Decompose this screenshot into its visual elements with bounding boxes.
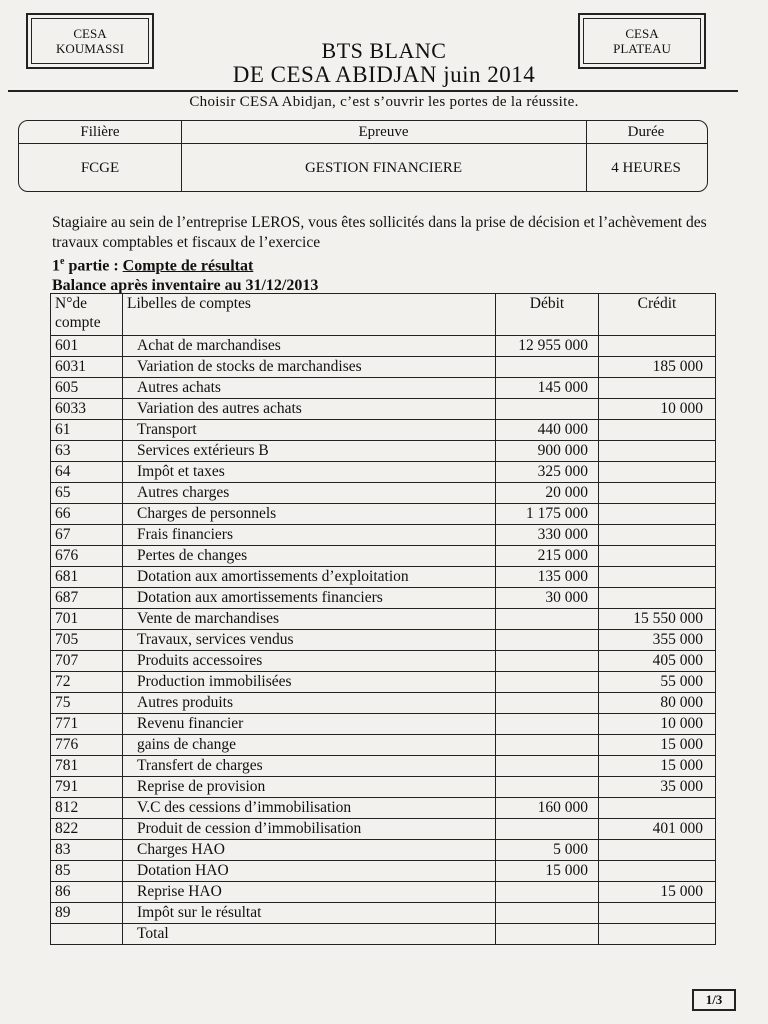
account-number-cell: 791 <box>51 777 123 798</box>
account-number-cell: 83 <box>51 840 123 861</box>
account-label-cell: Autres achats <box>123 378 496 399</box>
debit-cell: 1 175 000 <box>496 504 599 525</box>
page-title-line2: DE CESA ABIDJAN juin 2014 <box>232 62 536 87</box>
account-number-cell: 6031 <box>51 357 123 378</box>
column-header-credit: Crédit <box>599 294 716 336</box>
column-header-debit: Débit <box>496 294 599 336</box>
credit-cell: 185 000 <box>599 357 716 378</box>
account-number-cell: 605 <box>51 378 123 399</box>
logo-left-line1: CESA <box>73 26 107 41</box>
debit-cell <box>496 735 599 756</box>
table-row <box>51 903 716 924</box>
debit-cell: 160 000 <box>496 798 599 819</box>
account-label-cell: Total <box>123 924 496 945</box>
account-number-cell: 67 <box>51 525 123 546</box>
account-label-cell: Charges de personnels <box>123 504 496 525</box>
account-label-cell: Transport <box>123 420 496 441</box>
logo-left-line2: KOUMASSI <box>56 41 124 56</box>
table-row <box>51 651 716 672</box>
account-number-cell: 707 <box>51 651 123 672</box>
account-label-cell: Revenu financier <box>123 714 496 735</box>
credit-cell: 355 000 <box>599 630 716 651</box>
table-row <box>51 378 716 399</box>
debit-cell <box>496 882 599 903</box>
credit-cell <box>599 336 716 357</box>
exam-header-duree: Durée <box>627 124 665 140</box>
title-divider <box>8 90 738 92</box>
page-title-line1: BTS BLANC <box>321 38 447 63</box>
credit-cell <box>599 798 716 819</box>
debit-cell: 15 000 <box>496 861 599 882</box>
table-header-row <box>51 294 716 336</box>
account-label-cell: Frais financiers <box>123 525 496 546</box>
intro-paragraph: Stagiaire au sein de l’entreprise LEROS, vous êtes sollicités dans la prise de décision et l’achèvement des travaux comptables et fiscaux de l’exercice <box>52 214 707 251</box>
table-row <box>51 525 716 546</box>
account-number-cell: 601 <box>51 336 123 357</box>
account-label-cell: Services extérieurs B <box>123 441 496 462</box>
account-number-cell: 687 <box>51 588 123 609</box>
table-row <box>51 861 716 882</box>
exam-value-filiere: FCGE <box>80 160 120 176</box>
table-row <box>51 819 716 840</box>
table-row <box>51 735 716 756</box>
debit-cell <box>496 777 599 798</box>
part-title: Compte de résultat <box>122 257 254 275</box>
debit-cell <box>496 609 599 630</box>
account-label-cell: Charges HAO <box>123 840 496 861</box>
balance-title: Balance après inventaire au 31/12/2013 <box>52 277 319 294</box>
exam-value-epreuve: GESTION FINANCIERE <box>304 160 463 176</box>
account-label-cell: Transfert de charges <box>123 756 496 777</box>
table-row <box>51 336 716 357</box>
credit-cell <box>599 441 716 462</box>
credit-cell <box>599 525 716 546</box>
table-row <box>51 357 716 378</box>
account-number-cell: 72 <box>51 672 123 693</box>
credit-cell: 10 000 <box>599 714 716 735</box>
logo-right-line1: CESA <box>625 26 659 41</box>
part-number-suffix: e <box>60 256 65 267</box>
table-row <box>51 798 716 819</box>
table-row <box>51 777 716 798</box>
table-row <box>51 840 716 861</box>
balance-table <box>50 293 716 945</box>
account-label-cell: Vente de marchandises <box>123 609 496 630</box>
table-row <box>51 483 716 504</box>
part-number: 1 <box>52 257 60 275</box>
table-row <box>51 693 716 714</box>
column-header-label: Libelles de comptes <box>123 294 496 336</box>
account-number-cell: 6033 <box>51 399 123 420</box>
credit-cell <box>599 546 716 567</box>
account-label-cell: Travaux, services vendus <box>123 630 496 651</box>
account-label-cell: Impôt et taxes <box>123 462 496 483</box>
account-label-cell: Dotation aux amortissements d’exploitation <box>123 567 496 588</box>
account-number-cell: 676 <box>51 546 123 567</box>
account-number-cell: 89 <box>51 903 123 924</box>
page-number: 1/3 <box>692 989 736 1011</box>
part-label: partie : <box>64 257 123 275</box>
account-number-cell: 812 <box>51 798 123 819</box>
account-number-cell: 75 <box>51 693 123 714</box>
debit-cell <box>496 399 599 420</box>
debit-cell: 135 000 <box>496 567 599 588</box>
logo-right-line2: PLATEAU <box>613 41 671 56</box>
table-row <box>51 567 716 588</box>
table-row <box>51 714 716 735</box>
account-number-cell: 681 <box>51 567 123 588</box>
credit-cell: 35 000 <box>599 777 716 798</box>
debit-cell: 12 955 000 <box>496 336 599 357</box>
table-row <box>51 546 716 567</box>
table-row <box>51 882 716 903</box>
credit-cell: 401 000 <box>599 819 716 840</box>
column-header-account-number: N°de compte <box>51 294 123 336</box>
account-number-cell: 781 <box>51 756 123 777</box>
account-number-cell: 86 <box>51 882 123 903</box>
table-body <box>51 336 716 945</box>
exam-header-epreuve: Epreuve <box>358 124 409 140</box>
credit-cell <box>599 378 716 399</box>
debit-cell <box>496 819 599 840</box>
account-label-cell: V.C des cessions d’immobilisation <box>123 798 496 819</box>
account-label-cell: Autres charges <box>123 483 496 504</box>
account-number-cell: 64 <box>51 462 123 483</box>
account-number-cell: 63 <box>51 441 123 462</box>
debit-cell: 20 000 <box>496 483 599 504</box>
account-label-cell: Reprise HAO <box>123 882 496 903</box>
credit-cell: 15 000 <box>599 735 716 756</box>
account-number-cell <box>51 924 123 945</box>
table-row <box>51 924 716 945</box>
table-row <box>51 420 716 441</box>
debit-cell: 330 000 <box>496 525 599 546</box>
credit-cell: 10 000 <box>599 399 716 420</box>
account-label-cell: Dotation HAO <box>123 861 496 882</box>
account-label-cell: Variation des autres achats <box>123 399 496 420</box>
debit-cell <box>496 651 599 672</box>
table-row <box>51 504 716 525</box>
table-row <box>51 441 716 462</box>
credit-cell <box>599 420 716 441</box>
table-row <box>51 630 716 651</box>
account-label-cell: Dotation aux amortissements financiers <box>123 588 496 609</box>
debit-cell <box>496 672 599 693</box>
credit-cell: 15 550 000 <box>599 609 716 630</box>
table-row <box>51 756 716 777</box>
account-number-cell: 705 <box>51 630 123 651</box>
debit-cell <box>496 630 599 651</box>
credit-cell <box>599 924 716 945</box>
credit-cell: 15 000 <box>599 882 716 903</box>
credit-cell <box>599 567 716 588</box>
debit-cell <box>496 756 599 777</box>
credit-cell: 405 000 <box>599 651 716 672</box>
account-label-cell: Impôt sur le résultat <box>123 903 496 924</box>
account-number-cell: 822 <box>51 819 123 840</box>
account-label-cell: Autres produits <box>123 693 496 714</box>
credit-cell <box>599 903 716 924</box>
credit-cell <box>599 483 716 504</box>
exam-info-box <box>18 120 708 192</box>
account-number-cell: 61 <box>51 420 123 441</box>
debit-cell: 215 000 <box>496 546 599 567</box>
part-heading <box>52 256 253 275</box>
debit-cell <box>496 693 599 714</box>
debit-cell: 440 000 <box>496 420 599 441</box>
table-row <box>51 609 716 630</box>
debit-cell <box>496 924 599 945</box>
debit-cell <box>496 357 599 378</box>
credit-cell <box>599 462 716 483</box>
credit-cell: 15 000 <box>599 756 716 777</box>
exam-header-filiere: Filière <box>80 124 120 140</box>
account-label-cell: Production immobilisées <box>123 672 496 693</box>
credit-cell <box>599 504 716 525</box>
account-label-cell: gains de change <box>123 735 496 756</box>
account-number-cell: 65 <box>51 483 123 504</box>
account-number-cell: 771 <box>51 714 123 735</box>
account-label-cell: Produit de cession d’immobilisation <box>123 819 496 840</box>
account-label-cell: Produits accessoires <box>123 651 496 672</box>
account-number-cell: 85 <box>51 861 123 882</box>
account-number-cell: 776 <box>51 735 123 756</box>
table-row <box>51 588 716 609</box>
table-row <box>51 399 716 420</box>
debit-cell <box>496 903 599 924</box>
table-row <box>51 672 716 693</box>
debit-cell <box>496 714 599 735</box>
account-number-cell: 66 <box>51 504 123 525</box>
slogan: Choisir CESA Abidjan, c’est s’ouvrir les portes de la réussite. <box>189 94 579 110</box>
credit-cell: 55 000 <box>599 672 716 693</box>
debit-cell: 900 000 <box>496 441 599 462</box>
credit-cell: 80 000 <box>599 693 716 714</box>
table-row <box>51 462 716 483</box>
debit-cell: 5 000 <box>496 840 599 861</box>
exam-value-duree: 4 HEURES <box>611 160 681 176</box>
credit-cell <box>599 840 716 861</box>
account-label-cell: Achat de marchandises <box>123 336 496 357</box>
debit-cell: 145 000 <box>496 378 599 399</box>
debit-cell: 30 000 <box>496 588 599 609</box>
debit-cell: 325 000 <box>496 462 599 483</box>
credit-cell <box>599 861 716 882</box>
account-label-cell: Variation de stocks de marchandises <box>123 357 496 378</box>
account-number-cell: 701 <box>51 609 123 630</box>
account-label-cell: Pertes de changes <box>123 546 496 567</box>
credit-cell <box>599 588 716 609</box>
account-label-cell: Reprise de provision <box>123 777 496 798</box>
